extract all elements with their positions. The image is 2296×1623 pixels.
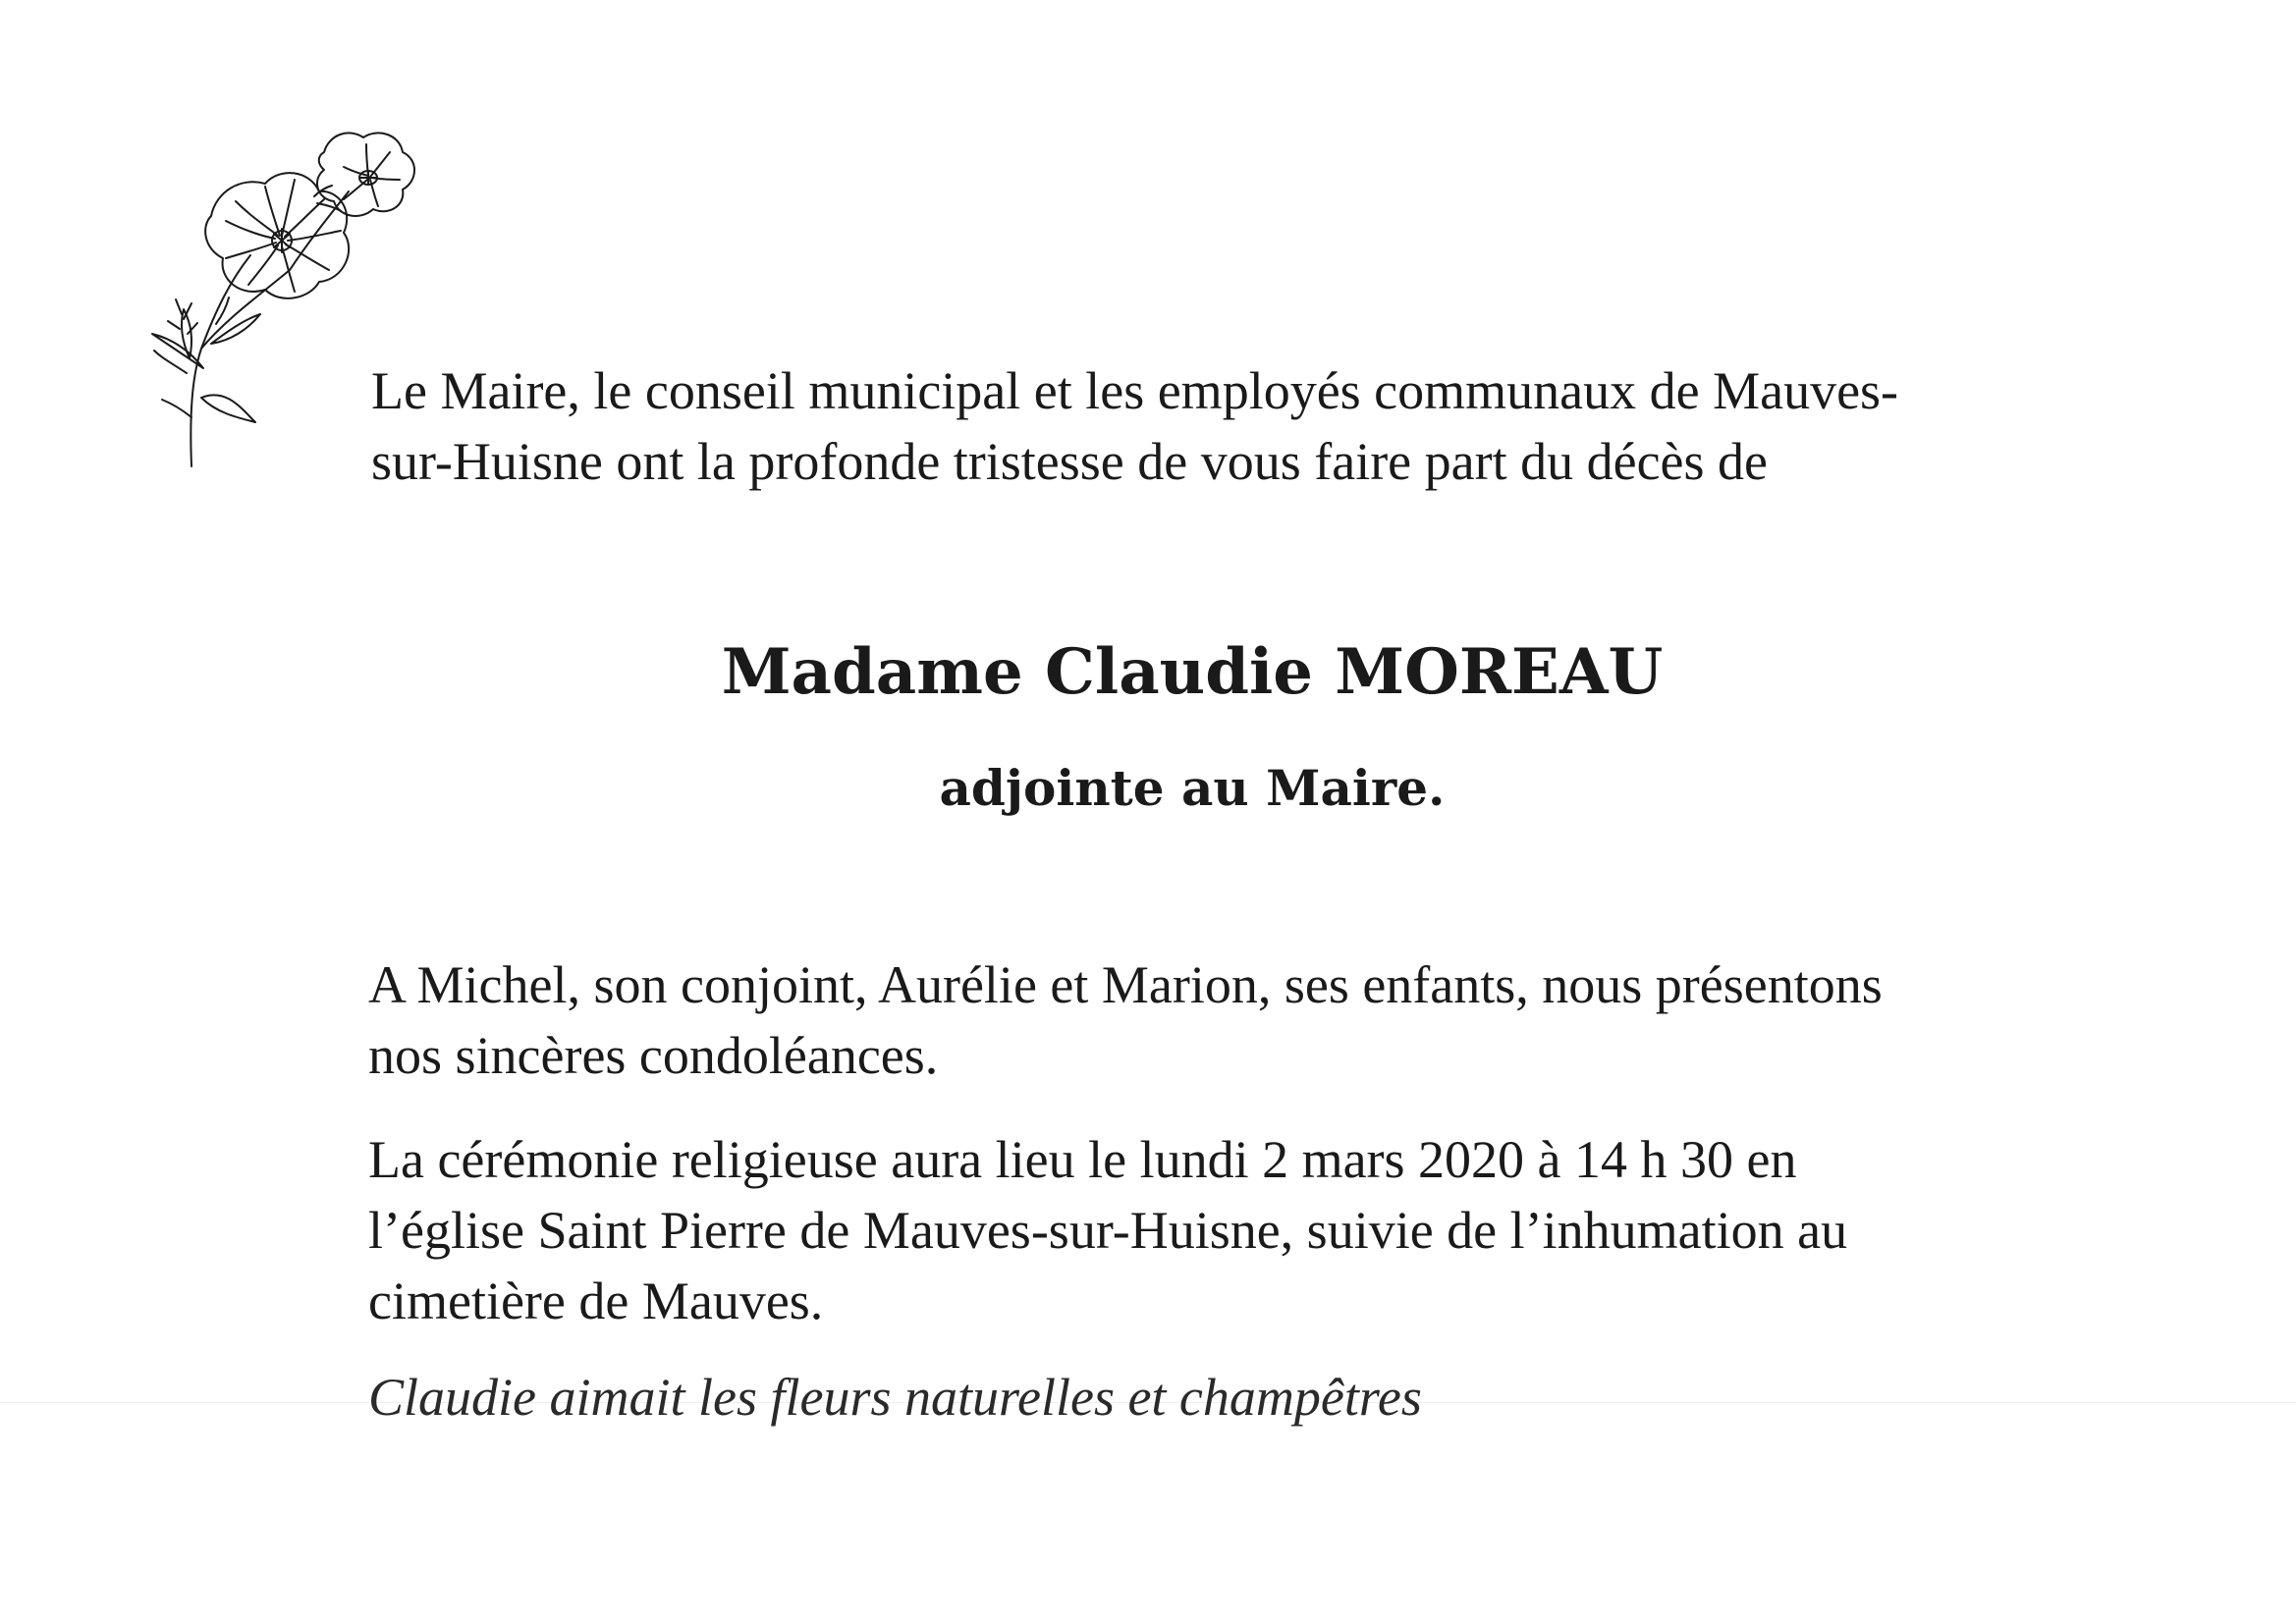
deceased-name-heading: Madame Claudie MOREAU xyxy=(721,635,1664,709)
ceremony-paragraph xyxy=(368,1124,2136,1336)
ceremony-line: La cérémonie religieuse aura lieu le lundi 2 mars 2020 à 14 h 30 en xyxy=(368,1130,1797,1189)
condolences-paragraph xyxy=(368,949,2136,1091)
condolences-line: nos sincères condoléances. xyxy=(368,1026,939,1085)
ceremony-line: cimetière de Mauves. xyxy=(368,1271,824,1330)
flowers-note xyxy=(368,1362,2136,1433)
intro-paragraph xyxy=(371,355,2100,497)
ceremony-line: l’église Saint Pierre de Mauves-sur-Huisne, suivie de l’inhumation au xyxy=(368,1201,1848,1260)
condolences-line: A Michel, son conjoint, Aurélie et Marion, ses enfants, nous présentons xyxy=(368,955,1883,1014)
flowers-note-text: Claudie aimait les fleurs naturelles et champêtres xyxy=(368,1368,1422,1427)
intro-line: Le Maire, le conseil municipal et les employés communaux de Mauves- xyxy=(371,361,1899,420)
deceased-role-subheading: adjointe au Maire. xyxy=(939,759,1446,817)
intro-line: sur-Huisne ont la profonde tristesse de vous faire part du décès de xyxy=(371,432,1768,491)
